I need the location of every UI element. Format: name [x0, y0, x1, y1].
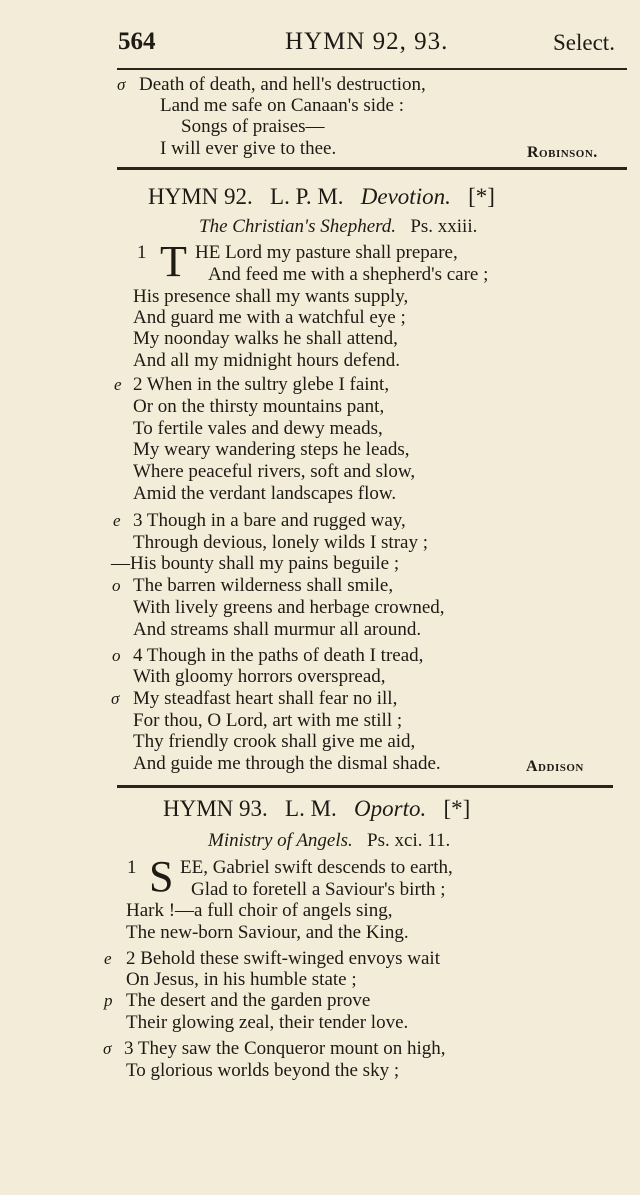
verse-line: Or on the thirsty mountains pant,	[133, 396, 385, 417]
hymn-tune: Oporto.	[354, 796, 427, 821]
drop-cap: S	[149, 852, 174, 901]
section-label: Select.	[553, 30, 615, 55]
verse-line: Thy friendly crook shall give me aid,	[133, 731, 416, 752]
author-credit: Addison	[526, 758, 584, 775]
line-marker: σ	[103, 1039, 112, 1058]
line-marker: o	[112, 576, 121, 595]
verse-line: The barren wilderness shall smile,	[133, 575, 394, 596]
verse-line: Through devious, lonely wilds I stray ;	[133, 532, 428, 553]
stanza-number: 1	[127, 857, 137, 878]
verse-line: For thou, O Lord, art with me still ;	[133, 710, 403, 731]
verse-line: To glorious worlds beyond the sky ;	[126, 1060, 400, 1081]
line-marker: σ	[117, 75, 126, 94]
hymn-title	[148, 184, 495, 210]
section-rule	[117, 785, 613, 788]
verse-line: On Jesus, in his humble state ;	[126, 969, 357, 990]
verse-line: Death of death, and hell's destruction,	[139, 74, 426, 95]
hymn-subtitle-row	[208, 830, 450, 852]
verse-line: And feed me with a shepherd's care ;	[208, 264, 489, 285]
verse-line: The desert and the garden prove	[126, 990, 371, 1011]
verse-line: And streams shall murmur all around.	[133, 619, 422, 640]
stanza-number: 1	[137, 242, 147, 263]
hymn-meter: L. P. M.	[270, 184, 344, 209]
verse-line: —His bounty shall my pains beguile ;	[111, 553, 400, 574]
verse-line: I will ever give to thee.	[160, 138, 337, 159]
verse-line: Glad to foretell a Saviour's birth ;	[191, 879, 446, 900]
hymn-subtitle: Ministry of Angels.	[208, 830, 353, 851]
line-marker: e	[113, 511, 121, 530]
hymn-bracket: [*]	[468, 184, 495, 209]
verse-line: Songs of praises—	[181, 116, 325, 137]
verse-line: 3 Though in a bare and rugged way,	[133, 510, 406, 531]
verse-line: Where peaceful rivers, soft and slow,	[133, 461, 416, 482]
hymn-title	[163, 796, 470, 822]
verse-line: My noonday walks he shall attend,	[133, 328, 398, 349]
verse-line: Hark !—a full choir of angels sing,	[126, 900, 393, 921]
page-number: 564	[118, 28, 156, 55]
section-rule	[117, 167, 627, 170]
verse-line: 3 They saw the Conqueror mount on high,	[124, 1038, 446, 1059]
line-marker: p	[104, 991, 113, 1010]
hymn-number: HYMN 93.	[163, 796, 268, 821]
hymn-subtitle: The Christian's Shepherd.	[199, 216, 397, 237]
verse-line: With lively greens and herbage crowned,	[133, 597, 445, 618]
line-marker: e	[114, 375, 122, 394]
hymn-tune: Devotion.	[360, 184, 451, 209]
line-marker: o	[112, 646, 121, 665]
verse-line: And guide me through the dismal shade.	[133, 753, 441, 774]
verse-line: My weary wandering steps he leads,	[133, 439, 410, 460]
verse-line: And all my midnight hours defend.	[133, 350, 401, 371]
scripture-ref: Ps. xci. 11.	[367, 830, 451, 851]
hymn-subtitle-row	[199, 216, 477, 238]
hymn-meter: L. M.	[285, 796, 337, 821]
verse-line: 4 Though in the paths of death I tread,	[133, 645, 424, 666]
scripture-ref: Ps. xxiii.	[410, 216, 478, 237]
verse-line: EE, Gabriel swift descends to earth,	[180, 857, 453, 878]
line-marker: e	[104, 949, 112, 968]
page-header	[0, 28, 640, 62]
line-marker: σ	[111, 689, 120, 708]
verse-line: With gloomy horrors overspread,	[133, 666, 386, 687]
running-title: HYMN 92, 93.	[285, 28, 449, 55]
author-credit: Robinson.	[527, 144, 598, 161]
verse-line: And guard me with a watchful eye ;	[133, 307, 406, 328]
verse-line: Land me safe on Canaan's side :	[160, 95, 405, 116]
drop-cap: T	[160, 237, 187, 286]
verse-line: My steadfast heart shall fear no ill,	[133, 688, 398, 709]
hymn-number: HYMN 92.	[148, 184, 253, 209]
verse-line: 2 When in the sultry glebe I faint,	[133, 374, 390, 395]
verse-line: To fertile vales and dewy meads,	[133, 418, 383, 439]
verse-line: The new-born Saviour, and the King.	[126, 922, 409, 943]
verse-line: His presence shall my wants supply,	[133, 286, 409, 307]
header-rule	[117, 68, 627, 70]
verse-line: Their glowing zeal, their tender love.	[126, 1012, 409, 1033]
verse-line: 2 Behold these swift-winged envoys wait	[126, 948, 440, 969]
hymn-bracket: [*]	[443, 796, 471, 821]
verse-line: HE Lord my pasture shall prepare,	[195, 242, 458, 263]
verse-line: Amid the verdant landscapes flow.	[133, 483, 397, 504]
